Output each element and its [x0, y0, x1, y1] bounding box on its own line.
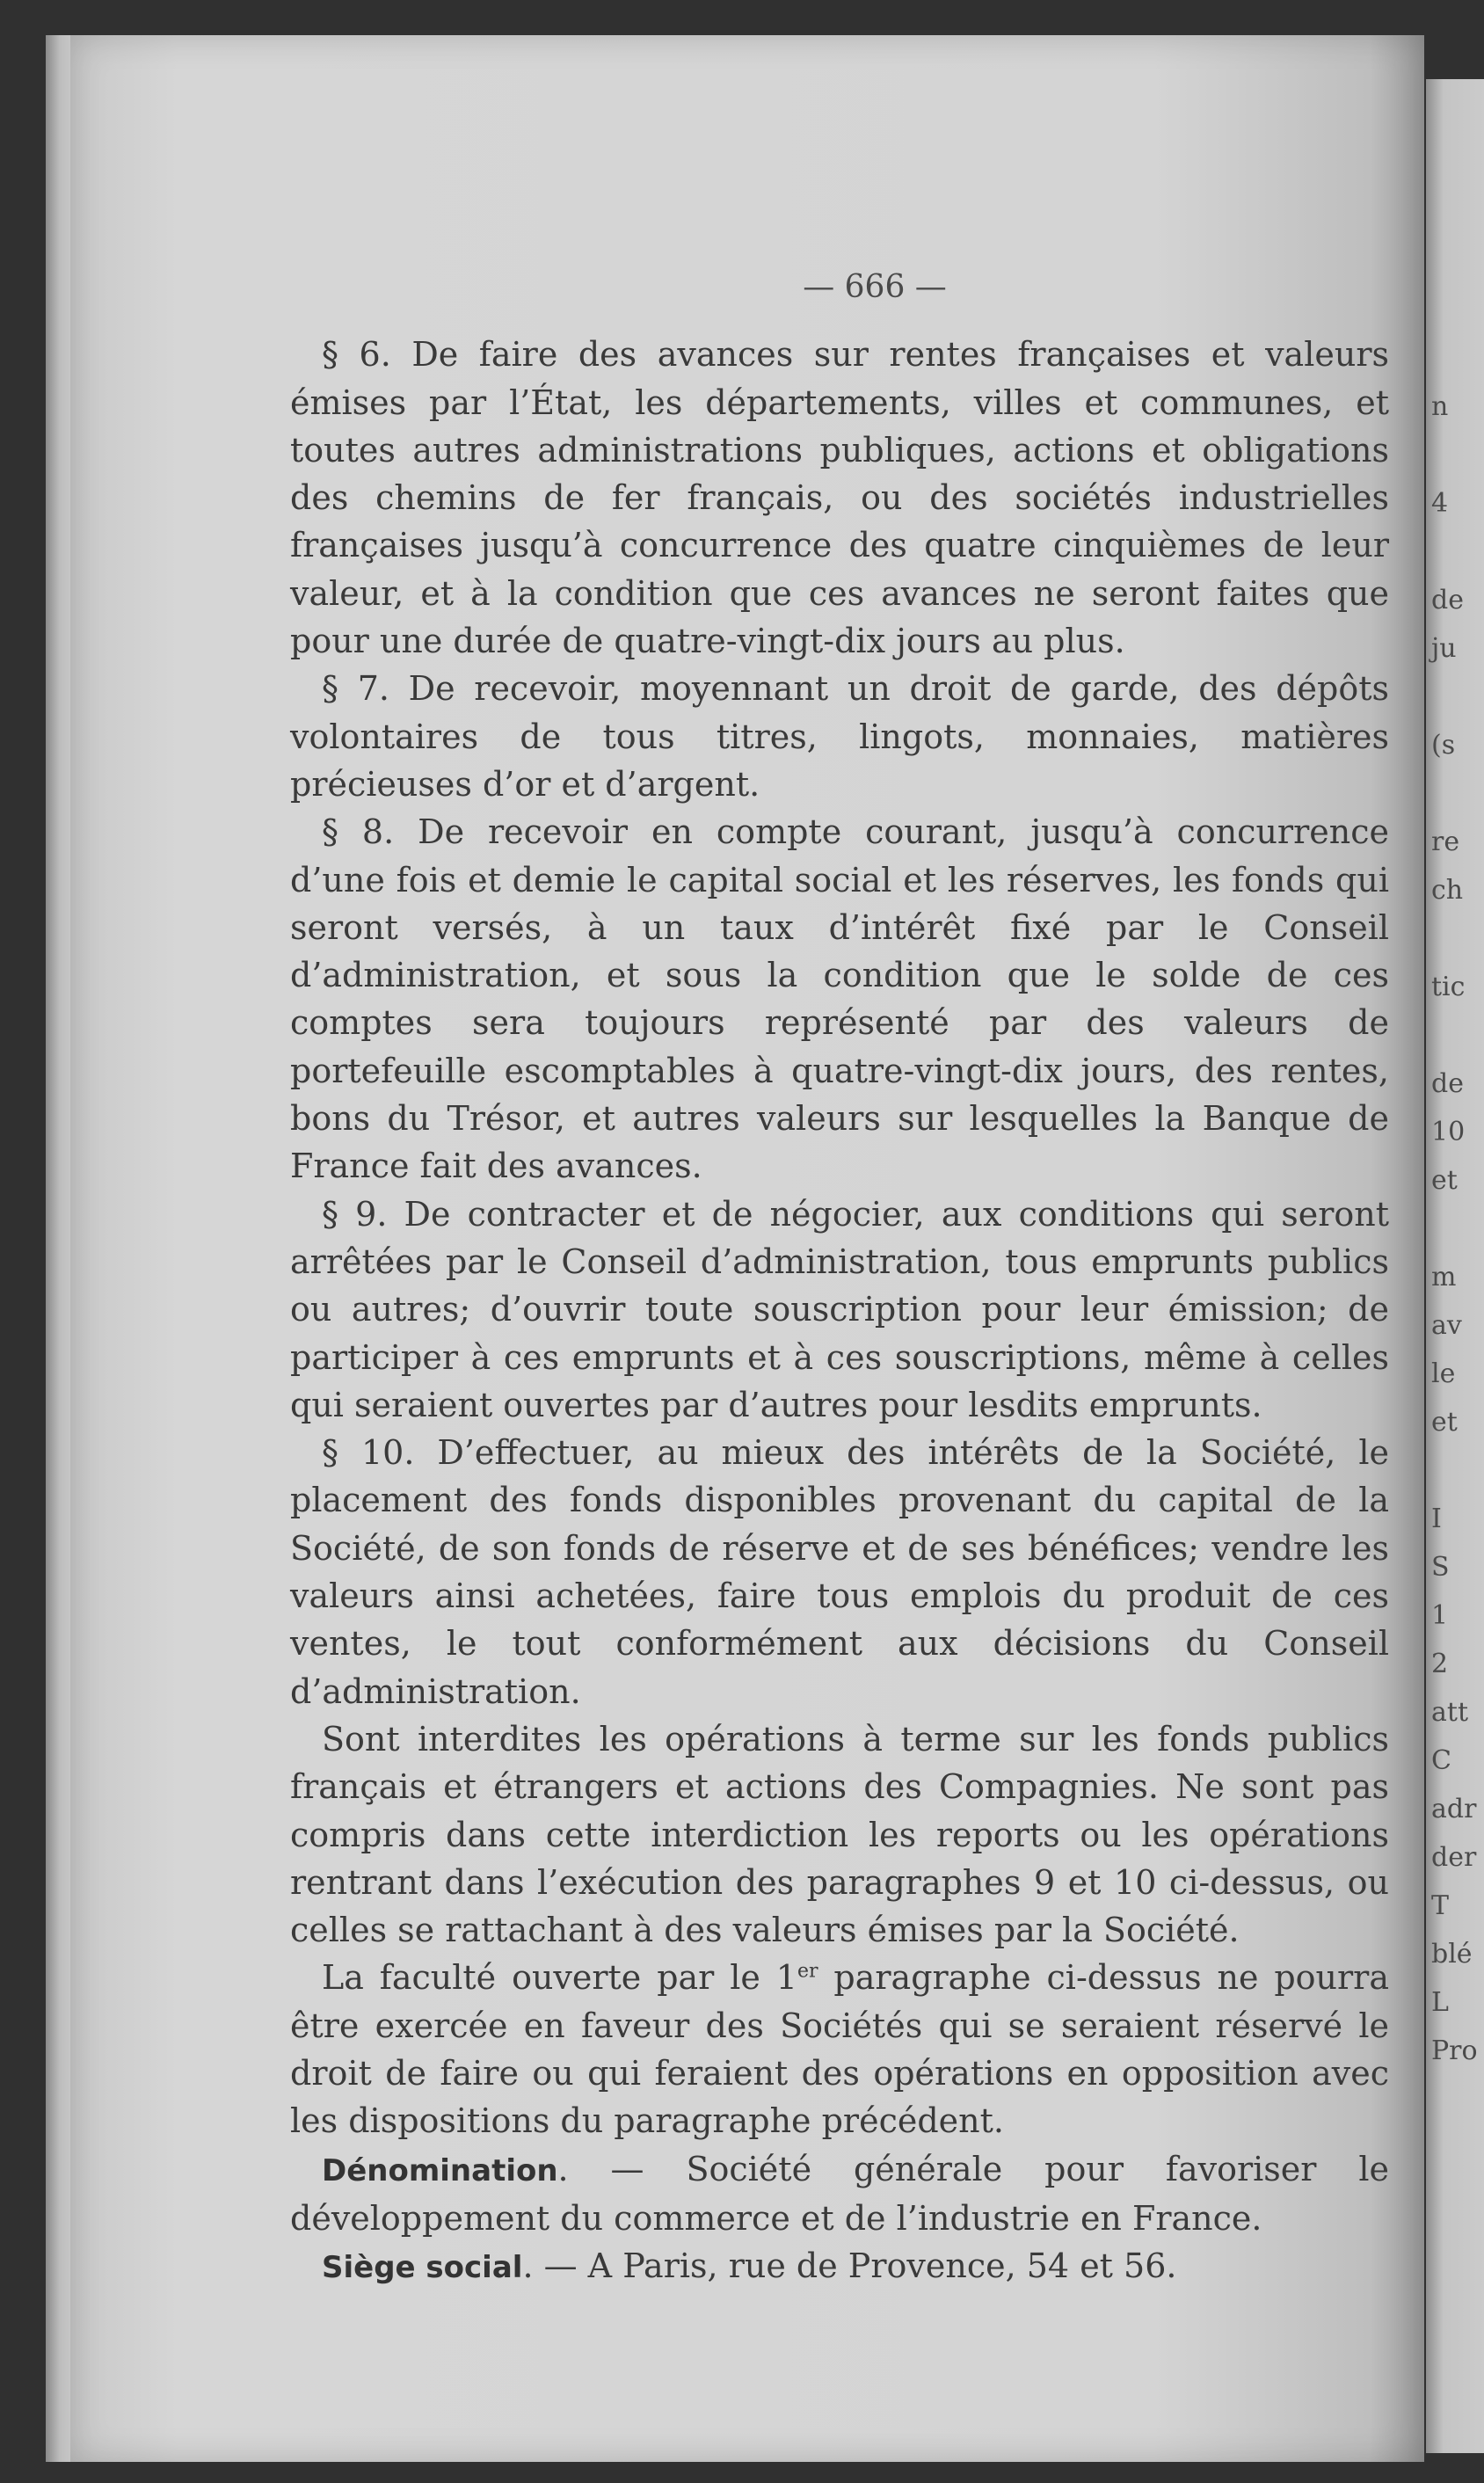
adjacent-page-fragment: att	[1431, 1697, 1468, 1728]
faculte-superscript: er	[797, 1960, 818, 1983]
adjacent-page-fragment: m	[1431, 1262, 1457, 1292]
adjacent-page-fragment: et	[1431, 1165, 1458, 1196]
adjacent-page-fragment: av	[1431, 1310, 1462, 1341]
adjacent-page-fragment: S	[1431, 1552, 1450, 1583]
adjacent-page-edge	[1426, 79, 1484, 2453]
adjacent-page-fragment: de	[1431, 1068, 1464, 1099]
faculte-text-start: La faculté ouverte par le 1	[322, 1958, 797, 1998]
paragraph-section-6: § 6. De faire des avances sur rentes françaises et valeurs émises par l’État, les départements, villes et communes, et toutes autres administrations publiques, actions et obligations des chemins de fer français, ou des sociétés industrielles françaises jusqu’à concurrence des quatre cinquièmes de leur valeur, et à la condition que ces avances ne seront faites que pour une durée de quatre-vingt-dix jours au plus.	[290, 335, 1389, 661]
paragraph-section-9: § 9. De contracter et de négocier, aux conditions qui seront arrêtées par le Conseil d’administration, tous emprunts publics ou autres; d’ouvrir toute souscription pour leur émission; de participer à ces emprunts et à ces souscriptions, même à celles qui seraient ouvertes par d’autres pour lesdits emprunts.	[290, 1194, 1389, 1424]
adjacent-page-fragment: 2	[1431, 1649, 1449, 1679]
adjacent-page-fragment: re	[1431, 826, 1460, 857]
siege-label: Siège social	[322, 2250, 523, 2286]
adjacent-page-fragment: de	[1431, 585, 1464, 615]
siege-text: . — A Paris, rue de Provence, 54 et 56.	[522, 2246, 1177, 2286]
adjacent-page-fragment: ju	[1431, 633, 1457, 664]
adjacent-page-fragment: Pro	[1431, 2035, 1478, 2066]
paragraph-siege-social	[290, 2242, 1389, 2291]
adjacent-page-fragment: blé	[1431, 1939, 1473, 1970]
faculte-text-end: paragraphe ci-dessus ne pourra être exercée en faveur des Sociétés qui se seraient réservé le droit de faire ou qui feraient des opérations en opposition avec les dispositions du paragraphe précédent.	[290, 1958, 1389, 2141]
denomination-label: Dénomination	[322, 2152, 558, 2188]
denomination-text: . — Société générale pour favoriser le développement du commerce et de l’industrie en France.	[290, 2149, 1389, 2238]
adjacent-page-fragment: L	[1431, 1987, 1449, 2018]
adjacent-page-fragment: I	[1431, 1504, 1442, 1534]
adjacent-page-fragment: 10	[1431, 1117, 1466, 1147]
adjacent-page-fragment: (s	[1431, 730, 1456, 761]
paragraph-section-8: § 8. De recevoir en compte courant, jusqu’à concurrence d’une fois et demie le capital social et les réserves, les fonds qui seront versés, à un taux d’intérêt fixé par le Conseil d’administration, et sous la condition que le solde de ces comptes sera toujours représenté par des valeurs de portefeuille escomptables à quatre-vingt-dix jours, des rentes, bons du Trésor, et autres valeurs sur lesquelles la Banque de France fait des avances.	[290, 812, 1389, 1186]
page-number: — 666 —	[803, 269, 947, 305]
paragraph-interdictions: Sont interdites les opérations à terme sur les fonds publics français et étrangers et actions des Compagnies. Ne sont pas compris dans cette interdiction les reports ou les opérations rentrant dans l’exécution des paragraphes 9 et 10 ci-dessus, ou celles se rattachant à des valeurs émises par la Société.	[290, 1719, 1389, 1950]
adjacent-page-fragment: T	[1431, 1890, 1450, 1921]
adjacent-page-fragment: n	[1431, 391, 1449, 422]
adjacent-page-fragment: et	[1431, 1407, 1458, 1438]
adjacent-page-fragment: 4	[1431, 488, 1449, 519]
adjacent-page-fragment: der	[1431, 1842, 1477, 1873]
page-body	[290, 264, 1389, 2291]
paragraph-section-10: § 10. D’effectuer, au mieux des intérêts de la Société, le placement des fonds disponibles provenant du capital de la Société, de son fonds de réserve et de ses bénéfices; vendre les valeurs ainsi achetées, faire tous emplois du produit de ces ventes, le tout conformément aux décisions du Conseil d’administration.	[290, 1433, 1389, 1711]
adjacent-page-fragment: 1	[1431, 1600, 1449, 1631]
adjacent-page-fragment: ch	[1431, 875, 1464, 906]
adjacent-page-fragment: C	[1431, 1745, 1451, 1776]
paragraph-section-7: § 7. De recevoir, moyennant un droit de garde, des dépôts volontaires de tous titres, lingots, monnaies, matières précieuses d’or et d’argent.	[290, 669, 1389, 804]
paragraph-denomination	[290, 2145, 1389, 2243]
paragraph-faculte	[290, 1954, 1389, 2144]
adjacent-page-fragment: adr	[1431, 1794, 1477, 1824]
adjacent-page-fragment: le	[1431, 1358, 1456, 1389]
adjacent-page-fragment: tic	[1431, 972, 1466, 1002]
